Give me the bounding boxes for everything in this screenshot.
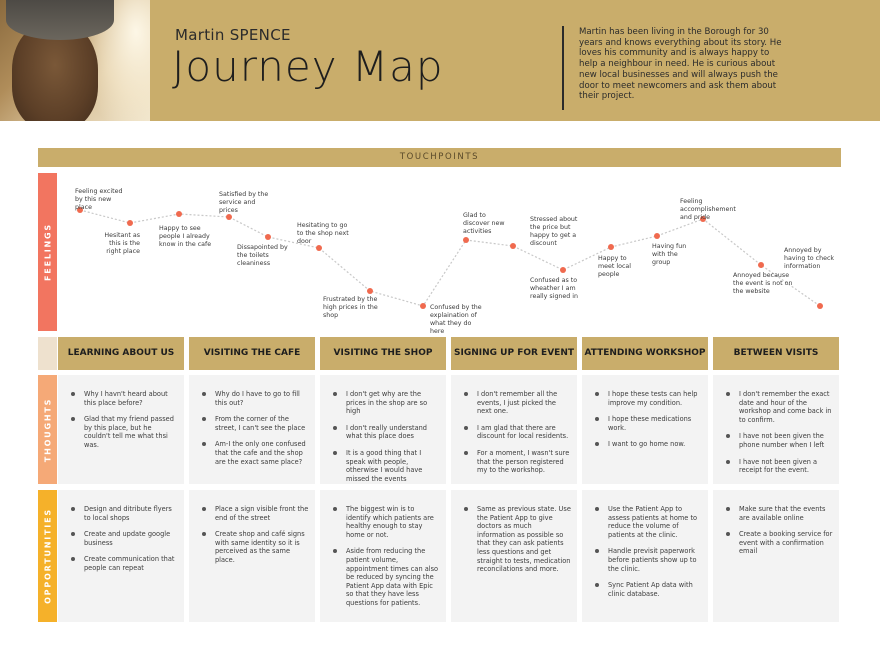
feeling-label: Hesitant as this is the right place xyxy=(104,232,140,256)
feeling-point xyxy=(560,267,566,273)
photo-cap xyxy=(6,0,114,40)
opportunities-cell xyxy=(713,490,839,622)
list-item: I don't get why are the prices in the shop are so high xyxy=(330,390,440,416)
stage-header: BETWEEN VISITS xyxy=(713,337,839,370)
list-item: I don't remember all the events, I just picked the next one. xyxy=(461,390,571,416)
thoughts-cell-list xyxy=(592,390,702,449)
list-item: Place a sign visible front the end of the street xyxy=(199,505,309,522)
feeling-point xyxy=(817,303,823,309)
thoughts-cell xyxy=(320,375,446,484)
feeling-label: Having fun with the group xyxy=(652,243,687,267)
list-item: Sync Patient Ap data with clinic database. xyxy=(592,581,702,598)
thoughts-cell-list xyxy=(330,390,440,483)
header-divider xyxy=(562,26,564,110)
thoughts-cell-list xyxy=(723,390,833,475)
feeling-label: Annoyed because the event is not on the website xyxy=(733,272,793,296)
feeling-label: Happy to meet local people xyxy=(598,255,632,279)
stages-side-spacer xyxy=(38,337,57,370)
list-item: Create communication that people can repeat xyxy=(68,555,178,572)
thoughts-cell xyxy=(451,375,577,484)
list-item: Glad that my friend passed by this place, but he couldn't tell me what thsi was. xyxy=(68,415,178,449)
opportunities-cell xyxy=(189,490,315,622)
feeling-label: Feeling accomplishement and pride xyxy=(680,198,736,222)
opportunities-cell-list xyxy=(330,505,440,608)
thoughts-cell xyxy=(58,375,184,484)
list-item: Create a booking service for event with a confirmation email xyxy=(723,530,833,556)
opportunities-cell-list xyxy=(199,505,309,565)
feeling-label: Satisfied by the service and prices xyxy=(219,191,269,215)
list-item: The biggest win is to identify which patients are healthy enough to stay home or not. xyxy=(330,505,440,539)
list-item: From the corner of the street, I can't see the place xyxy=(199,415,309,432)
feeling-point xyxy=(127,220,133,226)
thoughts-cell xyxy=(713,375,839,484)
feeling-point xyxy=(608,244,614,250)
stage-header: LEARNING ABOUT US xyxy=(58,337,184,370)
feeling-point xyxy=(367,288,373,294)
list-item: Why I havn't heard about this place before? xyxy=(68,390,178,407)
list-item: Create and update google business xyxy=(68,530,178,547)
feelings-side-label xyxy=(38,173,57,331)
touchpoints-bar: TOUCHPOINTS xyxy=(38,148,841,167)
feeling-point xyxy=(265,234,271,240)
list-item: I have not been given a receipt for the event. xyxy=(723,458,833,475)
feeling-point xyxy=(510,243,516,249)
persona-photo xyxy=(0,0,150,121)
list-item: I hope these tests can help improve my condition. xyxy=(592,390,702,407)
feelings-chart xyxy=(57,173,841,336)
persona-bio: Martin has been living in the Borough for 30 years and knows everything about its story. He loves his community and is always happy to help a neighbour in need. He is curious about new local businesses and will always push the door to meet newcomers and ask them about their project. xyxy=(579,27,782,102)
feeling-point xyxy=(176,211,182,217)
opportunities-side-label xyxy=(38,490,57,622)
feeling-label: Frustrated by the high prices in the shop xyxy=(323,296,378,320)
stage-header: SIGNING UP FOR EVENT xyxy=(451,337,577,370)
feeling-point xyxy=(758,262,764,268)
feeling-label: Confused by the explaination of what they do here xyxy=(430,304,482,336)
thoughts-cell-list xyxy=(461,390,571,475)
feeling-label: Stressed about the price but happy to get a discount xyxy=(530,216,578,248)
thoughts-label: THOUGHTS xyxy=(43,397,52,462)
opportunities-cell xyxy=(451,490,577,622)
stage-header: ATTENDING WORKSHOP xyxy=(582,337,708,370)
feelings-label: FEELINGS xyxy=(43,223,52,281)
thoughts-cell xyxy=(189,375,315,484)
list-item: I don't really understand what this place does xyxy=(330,424,440,441)
opportunities-label: OPPORTUNITIES xyxy=(43,508,52,604)
stage-header: VISITING THE SHOP xyxy=(320,337,446,370)
list-item: I hope these medications work. xyxy=(592,415,702,432)
list-item: I am glad that there are discount for local residents. xyxy=(461,424,571,441)
feeling-point xyxy=(420,303,426,309)
feeling-label: Hesitating to go to the shop next door xyxy=(297,222,349,246)
opportunities-cell-list xyxy=(723,505,833,556)
opportunities-cell-list xyxy=(68,505,178,573)
feeling-point xyxy=(654,233,660,239)
persona-name: Martin SPENCE xyxy=(175,26,291,44)
list-item: Same as previous state. Use the Patient App to give doctors as much information as possible so that they can ask patients less questions and get straight to tests, medication reconcilations and more. xyxy=(461,505,571,574)
feeling-label: Feeling excited by this new place xyxy=(75,188,123,212)
feeling-label: Happy to see people I already know in the cafe xyxy=(159,225,212,249)
opportunities-cell xyxy=(58,490,184,622)
thoughts-side-label xyxy=(38,375,57,484)
stage-header: VISITING THE CAFE xyxy=(189,337,315,370)
list-item: It is a good thing that I speak with people, otherwise I would have missed the events xyxy=(330,449,440,483)
feeling-label: Dissapointed by the toilets cleaniness xyxy=(237,244,288,268)
list-item: Why do I have to go to fill this out? xyxy=(199,390,309,407)
thoughts-cell xyxy=(582,375,708,484)
thoughts-cell-list xyxy=(68,390,178,450)
list-item: I don't remember the exact date and hour of the workshop and come back in to confirm. xyxy=(723,390,833,424)
list-item: Am-I the only one confused that the cafe and the shop are the exact same place? xyxy=(199,440,309,466)
list-item: I want to go home now. xyxy=(592,440,702,449)
opportunities-cell xyxy=(320,490,446,622)
opportunities-cell-list xyxy=(592,505,702,598)
thoughts-cell-list xyxy=(199,390,309,466)
page-title: Journey Map xyxy=(172,42,444,91)
list-item: Create shop and café signs with same identity so it is perceived as the same place. xyxy=(199,530,309,564)
feeling-point xyxy=(463,237,469,243)
feeling-label: Glad to discover new activities xyxy=(463,212,505,236)
list-item: Make sure that the events are available online xyxy=(723,505,833,522)
opportunities-cell xyxy=(582,490,708,622)
header xyxy=(0,0,880,121)
list-item: For a moment, I wasn't sure that the person registered my to the workshop. xyxy=(461,449,571,475)
list-item: I have not been given the phone number when I left xyxy=(723,432,833,449)
feeling-label: Confused as to wheather I am really signed in xyxy=(530,277,579,301)
feeling-label: Annoyed by having to check information xyxy=(784,247,835,271)
opportunities-cell-list xyxy=(461,505,571,574)
list-item: Design and ditribute flyers to local shops xyxy=(68,505,178,522)
list-item: Aside from reducing the patient volume, appointment times can also be reduced by syncing the Patient App data with Epic so that they have less questions for patients. xyxy=(330,547,440,607)
list-item: Use the Patient App to assess patients at home to reduce the volume of patients at the clinic. xyxy=(592,505,702,539)
list-item: Handle previsit paperwork before patients show up to the clinic. xyxy=(592,547,702,573)
